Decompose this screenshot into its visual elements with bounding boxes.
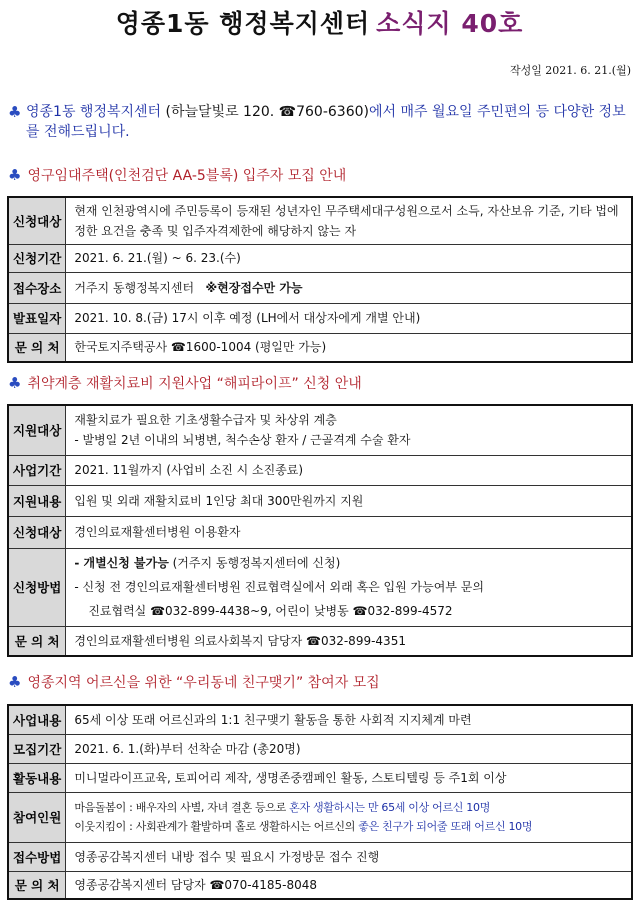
- club-bullet-icon: ♣: [8, 166, 22, 184]
- table-row: [8, 333, 632, 362]
- row-label: 모집기간: [8, 734, 66, 763]
- written-date: 작성일 2021. 6. 21.(월): [509, 64, 631, 77]
- row-label: 활동내용: [8, 763, 66, 792]
- row-value: 2021. 11월까지 (사업비 소진 시 소진종료): [66, 455, 632, 485]
- club-bullet-icon: ♣: [8, 673, 22, 691]
- table-row: [8, 842, 632, 871]
- row-value: [66, 548, 632, 626]
- section-2-title: 취약계층 재활치료비 지원사업 “해피라이프” 신청 안내: [27, 376, 362, 392]
- title-accent: 소식지 40호: [376, 9, 524, 38]
- row-label: 신청대상: [8, 197, 66, 244]
- row-value: 65세 이상 또래 어르신과의 1:1 친구맺기 활동을 통한 사회적 지지체계 마련: [66, 705, 632, 734]
- section-1-table: [7, 196, 633, 363]
- row-value: 2021. 6. 21.(월) ~ 6. 23.(수): [66, 244, 632, 272]
- row-value-text: 이웃지킴이 : 사회관계가 활발하며 홀로 생활하시는 어르신의: [74, 820, 359, 833]
- table-row: [8, 734, 632, 763]
- section-3-heading: [8, 672, 380, 692]
- section-3-title: 영종지역 어르신을 위한 “우리동네 친구맺기” 참여자 모집: [27, 675, 380, 691]
- section-1-title: 영구임대주택(인천검단 AA-5블록) 입주자 모집 안내: [27, 168, 347, 184]
- intro-message: 에서 매주 월요일 주민편의 등 다양한 정보를 전해드립니다.: [26, 104, 626, 140]
- no-individual-apply-note: - 개별신청 불가능: [74, 556, 169, 570]
- row-value: 경인의료재활센터병원 이용환자: [66, 516, 632, 548]
- title-main: 영종1동 행정복지센터: [115, 9, 371, 38]
- row-label: 지원대상: [8, 405, 66, 455]
- table-row: [8, 871, 632, 899]
- table-row: [8, 405, 632, 455]
- row-label: 사업내용: [8, 705, 66, 734]
- intro-center-name: 영종1동 행정복지센터: [26, 104, 162, 120]
- table-row: [8, 455, 632, 485]
- row-label: 접수방법: [8, 842, 66, 871]
- onsite-only-note: ※현장접수만 가능: [205, 280, 303, 295]
- section-2-heading: [8, 373, 362, 393]
- row-label: 참여인원: [8, 792, 66, 842]
- row-label: 접수장소: [8, 272, 66, 303]
- row-label: 신청기간: [8, 244, 66, 272]
- row-value: 경인의료재활센터병원 의료사회복지 담당자 ☎032-899-4351: [66, 626, 632, 656]
- newsletter-title: [0, 4, 639, 40]
- row-label: 발표일자: [8, 303, 66, 333]
- section-2-table: [7, 404, 633, 657]
- table-row: [8, 197, 632, 244]
- row-value: 2021. 10. 8.(금) 17시 이후 예정 (LH에서 대상자에게 개별 안내): [66, 303, 632, 333]
- table-row: [8, 485, 632, 516]
- club-bullet-icon: ♣: [8, 103, 22, 121]
- intro-paragraph: [8, 102, 634, 142]
- row-value: 미니멀라이프교육, 토피어리 제작, 생명존중캠페인 활동, 스토티텔링 등 주1회 이상: [66, 763, 632, 792]
- row-value: [66, 272, 632, 303]
- row-value: 2021. 6. 1.(화)부터 선착순 마감 (총20명): [66, 734, 632, 763]
- table-row: [8, 548, 632, 626]
- row-value-text: 거주지 동행정복지센터: [74, 280, 195, 295]
- row-label: 사업기간: [8, 455, 66, 485]
- row-label: 신청방법: [8, 548, 66, 626]
- row-value-line: 진료협력실 ☎032-899-4438~9, 어린이 낮병동 ☎032-899-4572: [88, 604, 453, 618]
- intro-address: (하늘달빛로 120. ☎760-6360): [161, 104, 369, 120]
- row-label: 지원내용: [8, 485, 66, 516]
- row-value: 영종공감복지센터 담당자 ☎070-4185-8048: [66, 871, 632, 899]
- club-bullet-icon: ♣: [8, 374, 22, 392]
- section-1-heading: [8, 165, 346, 185]
- row-value-highlight: 혼자 생활하시는 만 65세 이상 어르신 10명: [289, 801, 491, 814]
- row-value-text: 마음돌봄이 : 배우자의 사별, 자녀 결혼 등으로: [74, 801, 290, 814]
- row-value: 현재 인천광역시에 주민등록이 등재된 성년자인 무주택세대구성원으로서 소득, 자산보유 기준, 기타 법에 정한 요건을 충족 및 입주자격제한에 해당하지 않는 자: [66, 197, 632, 244]
- table-row: [8, 272, 632, 303]
- table-row: [8, 705, 632, 734]
- row-value-text: (거주지 동행정복지센터에 신청): [168, 556, 341, 570]
- row-value-highlight: 좋은 친구가 되어줄 또래 어르신 10명: [358, 820, 533, 833]
- row-label: 문 의 처: [8, 871, 66, 899]
- section-3-table: [7, 704, 633, 900]
- row-label: 문 의 처: [8, 333, 66, 362]
- row-label: 신청대상: [8, 516, 66, 548]
- table-row: [8, 763, 632, 792]
- row-value-line: 재활치료가 필요한 기초생활수급자 및 차상위 계층: [74, 413, 337, 428]
- row-value-line: - 발병일 2년 이내의 뇌병변, 척수손상 환자 / 근골격계 수술 환자: [74, 433, 411, 448]
- row-value: 한국토지주택공사 ☎1600-1004 (평일만 가능): [66, 333, 632, 362]
- table-row: [8, 626, 632, 656]
- row-value: 영종공감복지센터 내방 접수 및 필요시 가정방문 접수 진행: [66, 842, 632, 871]
- row-value-line: - 신청 전 경인의료재활센터병원 진료협력실에서 외래 혹은 입원 가능여부 문의: [74, 580, 484, 594]
- table-row: [8, 516, 632, 548]
- table-row: [8, 303, 632, 333]
- row-label: 문 의 처: [8, 626, 66, 656]
- table-row: [8, 244, 632, 272]
- row-value: [66, 792, 632, 842]
- row-value: [66, 405, 632, 455]
- row-value: 입원 및 외래 재활치료비 1인당 최대 300만원까지 지원: [66, 485, 632, 516]
- table-row: [8, 792, 632, 842]
